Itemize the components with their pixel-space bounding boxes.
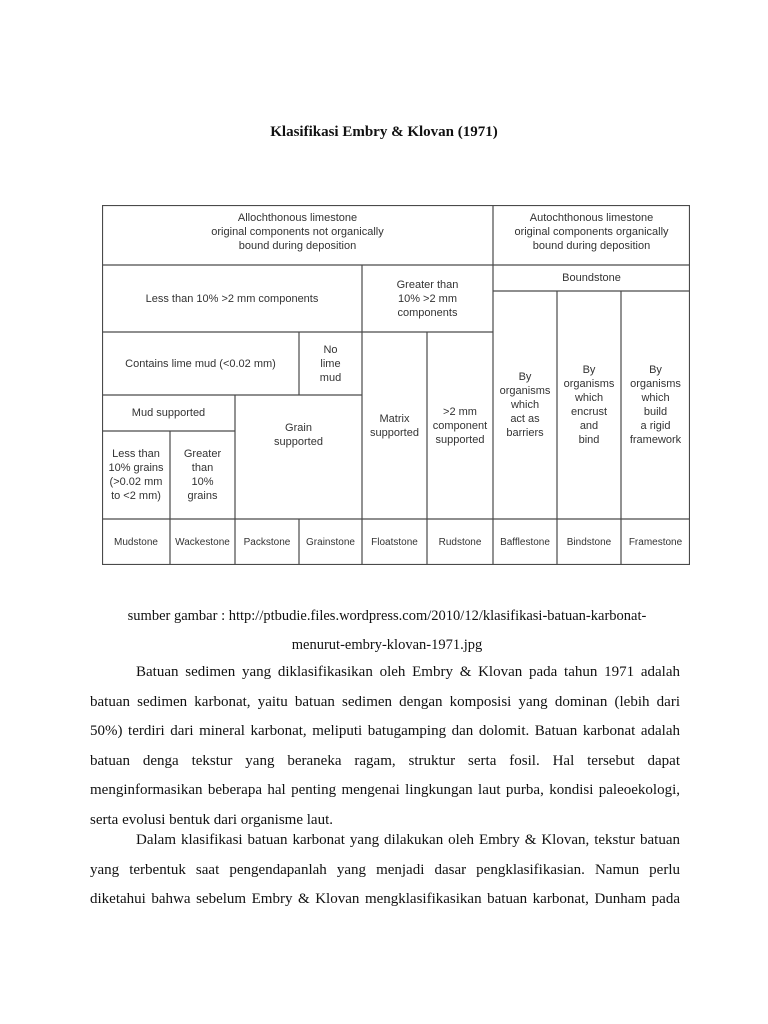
bind-description-cell: By organisms which encrust and bind: [563, 364, 615, 446]
contains-lime-mud-header: Contains lime mud (<0.02 mm): [125, 357, 276, 370]
paragraph-line: serta evolusi bentuk dari organisme laut.: [90, 811, 333, 828]
autochthonous-header: Autochthonous limestone original components organically bound during deposition: [514, 212, 669, 252]
paragraph-1: [90, 658, 680, 835]
classification-table-figure: [102, 205, 690, 565]
less-than-10-grains-cell: Less than 10% grains (>0.02 mm to <2 mm): [108, 448, 164, 502]
paragraph-line: Batuan sedimen yang diklasifikasikan oleh Embry & Klovan pada tahun 1971 adalah: [136, 664, 680, 680]
paragraph-line: batuan sedimen karbonat, yaitu batuan sedimen dengan komposisi yang dominan (lebih dari: [90, 693, 680, 710]
grain-supported-cell: Grain supported: [274, 422, 323, 448]
paragraph-line: diketahui bahwa sebelum Embry & Klovan mengklasifikasikan batuan karbonat, Dunham pada: [90, 891, 680, 907]
paragraph-line: Dalam klasifikasi batuan karbonat yang dilakukan oleh Embry & Klovan, tekstur batuan: [136, 832, 680, 848]
rock-name-framestone: Framestone: [628, 536, 683, 548]
component-supported-cell: >2 mm component supported: [432, 405, 488, 446]
rock-name-grainstone: Grainstone: [306, 536, 355, 548]
rock-name-rudstone: Rudstone: [438, 536, 482, 548]
caption-line-2: menurut-embry-klovan-1971.jpg: [291, 637, 483, 653]
paragraph-line: 50%) terdiri dari mineral karbonat, meliputi batugamping dan dolomit. Batuan karbonat adalah: [90, 723, 680, 739]
rock-name-bindstone: Bindstone: [566, 536, 612, 548]
mud-supported-header: Mud supported: [131, 407, 206, 419]
no-lime-mud-header: No lime mud: [319, 343, 342, 384]
paragraph-line: yang terbentuk saat pengendapanlah yang menjadi dasar pengklasifikasian. Namun perlu: [90, 861, 680, 878]
less-than-10-percent-header: Less than 10% >2 mm components: [145, 292, 319, 305]
rock-name-mudstone: Mudstone: [114, 536, 158, 548]
caption-line-1: sumber gambar : http://ptbudie.files.wordpress.com/2010/12/klasifikasi-batuan-karbonat-: [127, 608, 647, 624]
rock-name-packstone: Packstone: [243, 536, 291, 548]
rock-name-wackestone: Wackestone: [175, 536, 230, 548]
rock-name-floatstone: Floatstone: [371, 536, 418, 548]
rock-name-bafflestone: Bafflestone: [500, 536, 550, 548]
matrix-supported-cell: Matrix supported: [370, 412, 419, 439]
allochthonous-header: Allochthonous limestone original components not organically bound during deposition: [211, 212, 384, 252]
paragraph-line: menginformasikan beberapa hal penting mengenai lingkungan laut purba, kondisi paleoekologi,: [90, 782, 680, 798]
baffle-description-cell: By organisms which act as barriers: [499, 371, 551, 439]
image-source-caption: [0, 602, 768, 660]
page-title: Klasifikasi Embry & Klovan (1971): [270, 124, 498, 140]
paragraph-2: [90, 826, 680, 915]
frame-description-cell: By organisms which build a rigid framework: [629, 364, 682, 446]
paragraph-line: batuan denga tekstur yang beraneka ragam, struktur serta fosil. Hal tersebut dapat: [90, 752, 680, 769]
greater-than-10-percent-header: Greater than 10% >2 mm components: [396, 278, 459, 319]
boundstone-header: Boundstone: [562, 272, 621, 284]
greater-than-10-grains-cell: Greater than 10% grains: [183, 448, 222, 502]
